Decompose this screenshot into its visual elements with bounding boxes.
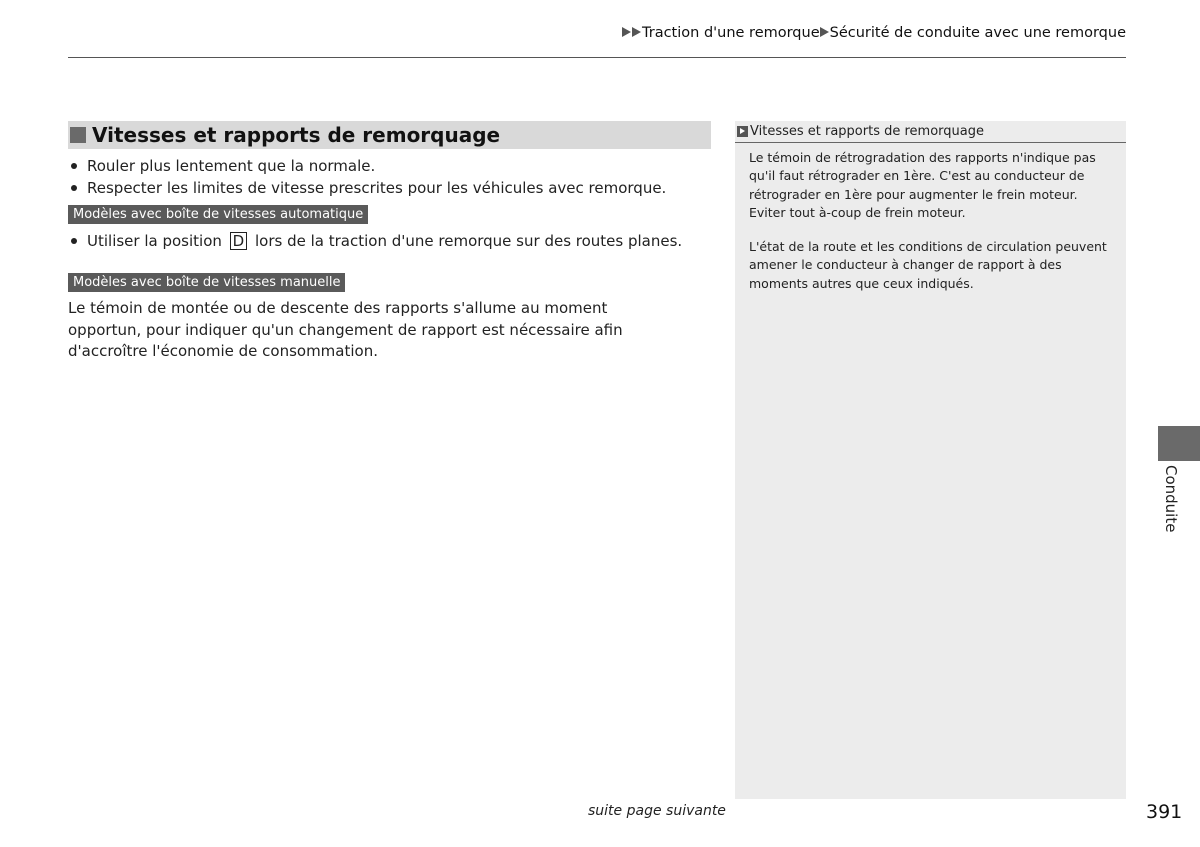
breadcrumb (622, 25, 1126, 41)
sidebar-paragraph: Le témoin de rétrogradation des rapports n'indique pas qu'il faut rétrograder en 1ère. C'est au conducteur de rétrograder en 1ère pour augmenter le frein moteur. Eviter tout à-coup de frein moteur. (749, 150, 1096, 220)
triangle-right-icon (622, 27, 631, 37)
sidebar-title: Vitesses et rapports de remorquage (750, 124, 984, 139)
list-item-text: Rouler plus lentement que la normale. (87, 157, 376, 175)
model-tag-automatic: Modèles avec boîte de vitesses automatique (68, 205, 368, 224)
list-item (68, 232, 682, 250)
triangle-right-icon (820, 27, 829, 37)
sidebar-paragraph: L'état de la route et les conditions de circulation peuvent amener le conducteur à changer de rapport à des moments autres que ceux indiqués. (749, 239, 1107, 291)
list-item (68, 179, 666, 197)
section-square-icon (70, 127, 86, 143)
manual-paragraph: Le témoin de montée ou de descente des rapports s'allume au moment opportun, pour indiquer qu'un changement de rapport est nécessaire afin d'accroître l'économie de consommation. (68, 299, 623, 360)
chapter-tab-marker (1158, 426, 1200, 461)
breadcrumb-item-towing[interactable]: Traction d'une remorque (642, 25, 820, 41)
bullet-icon (71, 185, 77, 191)
section-title: Vitesses et rapports de remorquage (92, 123, 501, 147)
bullet-icon (71, 238, 77, 244)
header-divider (68, 57, 1126, 58)
page-number: 391 (1146, 801, 1183, 823)
chapter-tab-label: Conduite (1162, 465, 1180, 533)
reference-arrow-icon (737, 126, 748, 137)
sidebar-body (735, 143, 1126, 293)
list-item (68, 157, 375, 175)
triangle-right-icon (632, 27, 641, 37)
list-item-text: Respecter les limites de vitesse prescrites pour les véhicules avec remorque. (87, 179, 667, 197)
sidebar-panel (735, 121, 1126, 799)
section-header (68, 121, 711, 149)
gear-position-d-icon: D (230, 232, 248, 250)
list-item-text: Utiliser la position (87, 232, 222, 250)
bullet-icon (71, 163, 77, 169)
model-tag-manual: Modèles avec boîte de vitesses manuelle (68, 273, 345, 292)
breadcrumb-item-safety[interactable]: Sécurité de conduite avec une remorque (829, 25, 1126, 41)
continued-note: suite page suivante (588, 803, 726, 819)
list-item-text: lors de la traction d'une remorque sur des routes planes. (255, 232, 683, 250)
sidebar-header (735, 121, 1126, 143)
